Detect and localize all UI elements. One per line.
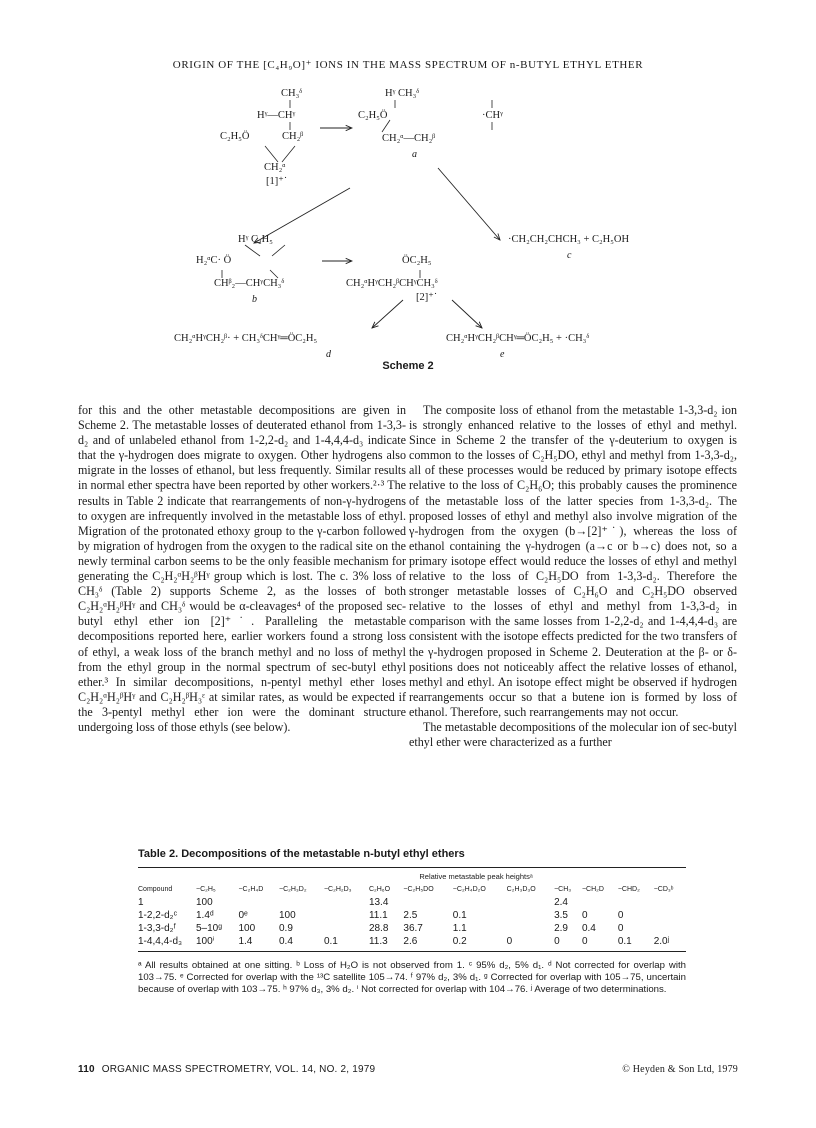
e-products: CH₂ᵅHᵞCH₂ᵝCHᵞ═ÖC₂H₅ + ·CH₃ᵟ xyxy=(446,333,590,344)
col-header: −C₂H₅DO xyxy=(403,886,434,893)
table-cell xyxy=(507,896,554,909)
table-cell: 3.5 xyxy=(554,910,568,921)
table-cell: 100ⁱ xyxy=(196,936,215,947)
table-cell: 11.3 xyxy=(368,936,388,947)
table-cell: 1.1 xyxy=(452,923,467,934)
table-cell xyxy=(324,896,369,909)
table-cell: 1 xyxy=(138,897,144,908)
col-header: −CHD₂ xyxy=(617,886,640,893)
bond xyxy=(272,245,285,256)
table-cell: 5–10ᵍ xyxy=(196,923,223,934)
table-cell xyxy=(582,896,618,909)
ion2-oc2h5: ÖC₂H₅ xyxy=(402,255,432,266)
table-cell: 1.4 xyxy=(238,936,253,947)
reaction-scheme xyxy=(120,80,720,380)
arrow-2-to-e xyxy=(452,300,482,328)
col-header: Compound xyxy=(138,886,173,893)
table-cell: 0 xyxy=(506,936,513,947)
table-cell: 2.4 xyxy=(554,897,568,908)
ion2-chain: CH₂ᵅHᵞCH₂ᵝCHᵞCH₃ᵟ xyxy=(346,278,438,289)
left-column xyxy=(78,403,406,735)
table-cell: 0.1 xyxy=(323,936,338,947)
page-footer xyxy=(78,1064,738,1075)
table-cell: 1-2,2-d₂ᶜ xyxy=(138,910,178,921)
c-label: c xyxy=(567,250,572,261)
table-cell: 0 xyxy=(581,936,588,947)
table-row xyxy=(138,896,686,909)
ion1-label: [1]⁺˙ xyxy=(266,176,288,187)
table-cell xyxy=(507,922,554,935)
table-cell xyxy=(279,896,324,909)
bond xyxy=(282,146,295,162)
table-cell xyxy=(238,896,279,909)
table-cell xyxy=(507,909,554,922)
table-cell: 0.4 xyxy=(581,923,596,934)
table-cell: 0 xyxy=(581,910,588,921)
col-header: −C₂H₅ xyxy=(196,886,216,893)
running-head: ORIGIN OF THE [C₄H₉O]⁺ IONS IN THE MASS SPECTRUM OF n-BUTYL ETHYL ETHER xyxy=(172,59,644,71)
a-bottom: CH₂ᵅ—CH₂ᵝ xyxy=(382,133,436,144)
table-cell: 1-4,4,4-d₃ xyxy=(138,936,183,947)
table-row xyxy=(138,909,686,922)
col-header: C₂H₃D₃O xyxy=(506,886,536,893)
table-cell: 2.0ʲ xyxy=(653,936,670,947)
col-header: −C₂H₃D₂ xyxy=(279,886,307,893)
table-cell xyxy=(654,922,686,935)
table-cell: 0 xyxy=(554,936,560,947)
bond xyxy=(245,245,260,256)
table-cell xyxy=(453,896,507,909)
e-label: e xyxy=(500,349,505,360)
a-top: Hᵞ CH₃ᵟ xyxy=(385,88,420,99)
table-cell xyxy=(324,909,369,922)
table-cell: 0 xyxy=(617,923,624,934)
table-cell xyxy=(403,896,452,909)
c-products: ·CH₂CH₂CHCH₃ + C₂H₅OH xyxy=(508,234,630,245)
table-cell: 0.1 xyxy=(452,910,467,921)
col-header: −CH₃ xyxy=(554,886,572,893)
col-header: −CD₃ᵇ xyxy=(653,886,674,893)
ion1-ch2alpha: CH₂ᵅ xyxy=(264,162,286,173)
col-header: −C₂H₄D xyxy=(238,886,264,893)
scheme-title: Scheme 2 xyxy=(382,360,434,372)
b-bottom: CHᵝ₂—CHᵞCH₃ᵟ xyxy=(214,278,285,289)
d-products: CH₂ᵅHᵞCH₂ᵝ· + CH₃ᵟCHᵞ═ÖC₂H₅ xyxy=(174,333,318,344)
b-mid: H₂ᵅC· Ö xyxy=(196,255,232,266)
table-cell xyxy=(654,909,686,922)
table-cell: 0ᵉ xyxy=(238,910,248,921)
ion1-ch2beta: CH₂ᵝ xyxy=(282,131,304,142)
ion1-c2h5o: C₂H₅Ö xyxy=(220,131,250,142)
table-cell: 0.9 xyxy=(279,923,293,934)
table-footnotes: ᵃ All results obtained at one sitting. ᵇ Loss of H₂O is not observed from 1. ᶜ 95% d₂, 5% d₁. ᵈ Not corrected for overlap with 103→75. ᵉ Corrected for overlap with the ¹³C satellite 105→74. ᶠ 97% d₂, 3% d₁. ᵍ Corrected for overlap with 105→75, uncertain because of overlap with 103→75. ʰ 97% d₃, 3% d₂. ⁱ Not corrected for overlap with 104→76. ʲ Average of two determinations. xyxy=(138,960,686,995)
table-cell: 100 xyxy=(279,910,296,921)
table-cell xyxy=(654,896,686,909)
col-header: −C₂H₂D₃ xyxy=(323,886,352,893)
table-cell: 0.4 xyxy=(279,936,293,947)
table-cell: 0.1 xyxy=(617,936,632,947)
right-column xyxy=(409,403,737,750)
table-cell: 36.7 xyxy=(403,923,423,934)
table-row xyxy=(138,922,686,935)
table-cell xyxy=(618,896,654,909)
bond xyxy=(270,270,278,278)
copyright: © Heyden & Son Ltd, 1979 xyxy=(622,1064,738,1075)
b-top: Hᵞ C₂H₅ xyxy=(238,234,273,245)
page-number: 110 xyxy=(78,1064,95,1075)
paragraph: The composite loss of ethanol from the metastable 1-3,3-d₂ ion is strongly enhanced relative to the losses of ethyl and methyl. Since in Scheme 2 the transfer of the γ-deuterium to oxygen is common to the losses of C₂H₅DO, ethyl and methyl from 1-3,3-d₂, all of these processes would be reduced by primary isotope effects relative to the loss of C₂H₆O; this probably causes the prominence of the metastable loss of the latter species from 1-3,3-d₂. The proposed losses of ethyl and methyl also involve migration of the γ-hydrogen from the oxygen (b→[2]⁺˙), whereas the loss of ethanol containing the γ-hydrogen (a→c or b→c) does not, so a primary isotope effect would reduce the losses of ethyl and methyl relative to the loss of C₂H₅DO from 1-3,3-d₂. Therefore the stronger metastable losses of C₂H₆O and C₂H₅DO observed relative to the losses of ethyl and methyl from 1-3,3-d₂ in comparison with the same losses from 1-2,2-d₂ and 1-4,4,4-d₃ are consistent with the isotope effects predicted for the two transfers of the γ-hydrogen proposed in Scheme 2. Deuteration at the β- or δ-positions does not noticeably affect the relative losses of ethanol, methyl and ethyl. An isotope effect might be observed if hydrogen rearrangements occur so that a butene ion is formed by loss of ethanol. Therefore, such rearrangements may not occur. xyxy=(409,403,737,719)
ion2-label: [2]⁺˙ xyxy=(416,292,438,303)
a-c2h5o: C₂H₅Ö xyxy=(358,110,388,121)
bond xyxy=(382,120,390,132)
data-table xyxy=(138,884,686,948)
table-cell: 100 xyxy=(238,923,256,934)
d-label: d xyxy=(326,349,331,360)
col-header: −CH₂D xyxy=(581,886,604,893)
table-header-row xyxy=(138,884,686,896)
table-group-header: Relative metastable peak heightsᵃ xyxy=(419,872,533,881)
paragraph: The metastable decompositions of the molecular ion of sec-butyl ethyl ether were characterized as a further xyxy=(409,719,737,750)
table-caption: Table 2. Decompositions of the metastable n-butyl ethyl ethers xyxy=(138,848,465,860)
table-cell: 13.4 xyxy=(368,897,389,908)
table-cell: 0 xyxy=(617,910,624,921)
table-cell: 2.6 xyxy=(403,936,418,947)
table-cell: 100 xyxy=(196,897,213,908)
col-header: C₂H₆O xyxy=(368,886,391,893)
col-header: −C₂H₄D₂O xyxy=(452,886,486,893)
table-bottom-rule xyxy=(138,951,686,952)
a-label: a xyxy=(412,149,417,160)
table-cell xyxy=(324,922,369,935)
table-cell: 2.9 xyxy=(554,923,568,934)
b-label: b xyxy=(252,294,257,305)
journal-citation: ORGANIC MASS SPECTROMETRY, VOL. 14, NO. 2, 1979 xyxy=(101,1064,376,1075)
arrow-2-to-d xyxy=(372,300,403,328)
arrow-a-to-c xyxy=(438,168,500,240)
ion1-ch3: CH₃ᵟ xyxy=(281,88,303,99)
table-cell: 28.8 xyxy=(368,923,389,934)
table-cell: 0.2 xyxy=(452,936,467,947)
table-row xyxy=(138,935,686,948)
paragraph: for this and the other metastable decompositions are given in Scheme 2. The metastable losses of deuterated ethanol from 1-3,3-d₂ and of unlabeled ethanol from 1-2,2-d₂ and 1-4,4,4-d₃ indicate that the γ-hydrogen does migrate to oxygen. Other hydrogens also migrate in the losses of ethanol, but less frequently. Similar results in normal ether spectra have been reported by other workers.²·³ The results in Table 2 indicate that rearrangements of non-γ-hydrogens to oxygen are infrequently involved in the metastable loss of ethyl. Migration of the protonated ethoxy group to the γ-carbon followed by migration of hydrogen from the oxygen to the radical site on the newly terminal carbon seems to be the only feasible mechanism for generating the C₂H₂ᵅH₂ᵝHᵞ group which is lost. The c. 3% loss of CH₃ᵟ (Table 2) supports Scheme 2, as the losses of both C₂H₂ᵅH₂ᵝHᵞ and CH₃ᵟ would be α-cleavages⁴ of the proposed sec-butyl ethyl ether ion [2]⁺˙. Paralleling the metastable decompositions reported here, earlier workers found a strong loss of ethyl, a weak loss of the branch methyl and no loss of methyl from the ethyl group in the normal spectrum of sec-butyl ethyl ether.³ In similar decompositions, n-pentyl methyl ether loses C₂H₂ᵅH₂ᵝHᵞ and C₂H₂ᵝH₃ᵋ at similar rates, as would be expected if the 3-pentyl methyl ether ion were the dominant structure undergoing loss of those ethyls (see below). xyxy=(78,403,406,734)
bond xyxy=(265,146,278,162)
table-cell: 1-3,3-d₂ᶠ xyxy=(138,923,176,934)
a-ch: ·CHᵞ xyxy=(482,110,503,121)
table-cell: 2.5 xyxy=(403,910,418,921)
table-2 xyxy=(138,848,686,996)
ion1-chgamma: Hᵞ—CHᵞ xyxy=(257,110,296,121)
table-cell: 1.4ᵈ xyxy=(196,910,214,921)
table-cell: 11.1 xyxy=(368,910,388,921)
